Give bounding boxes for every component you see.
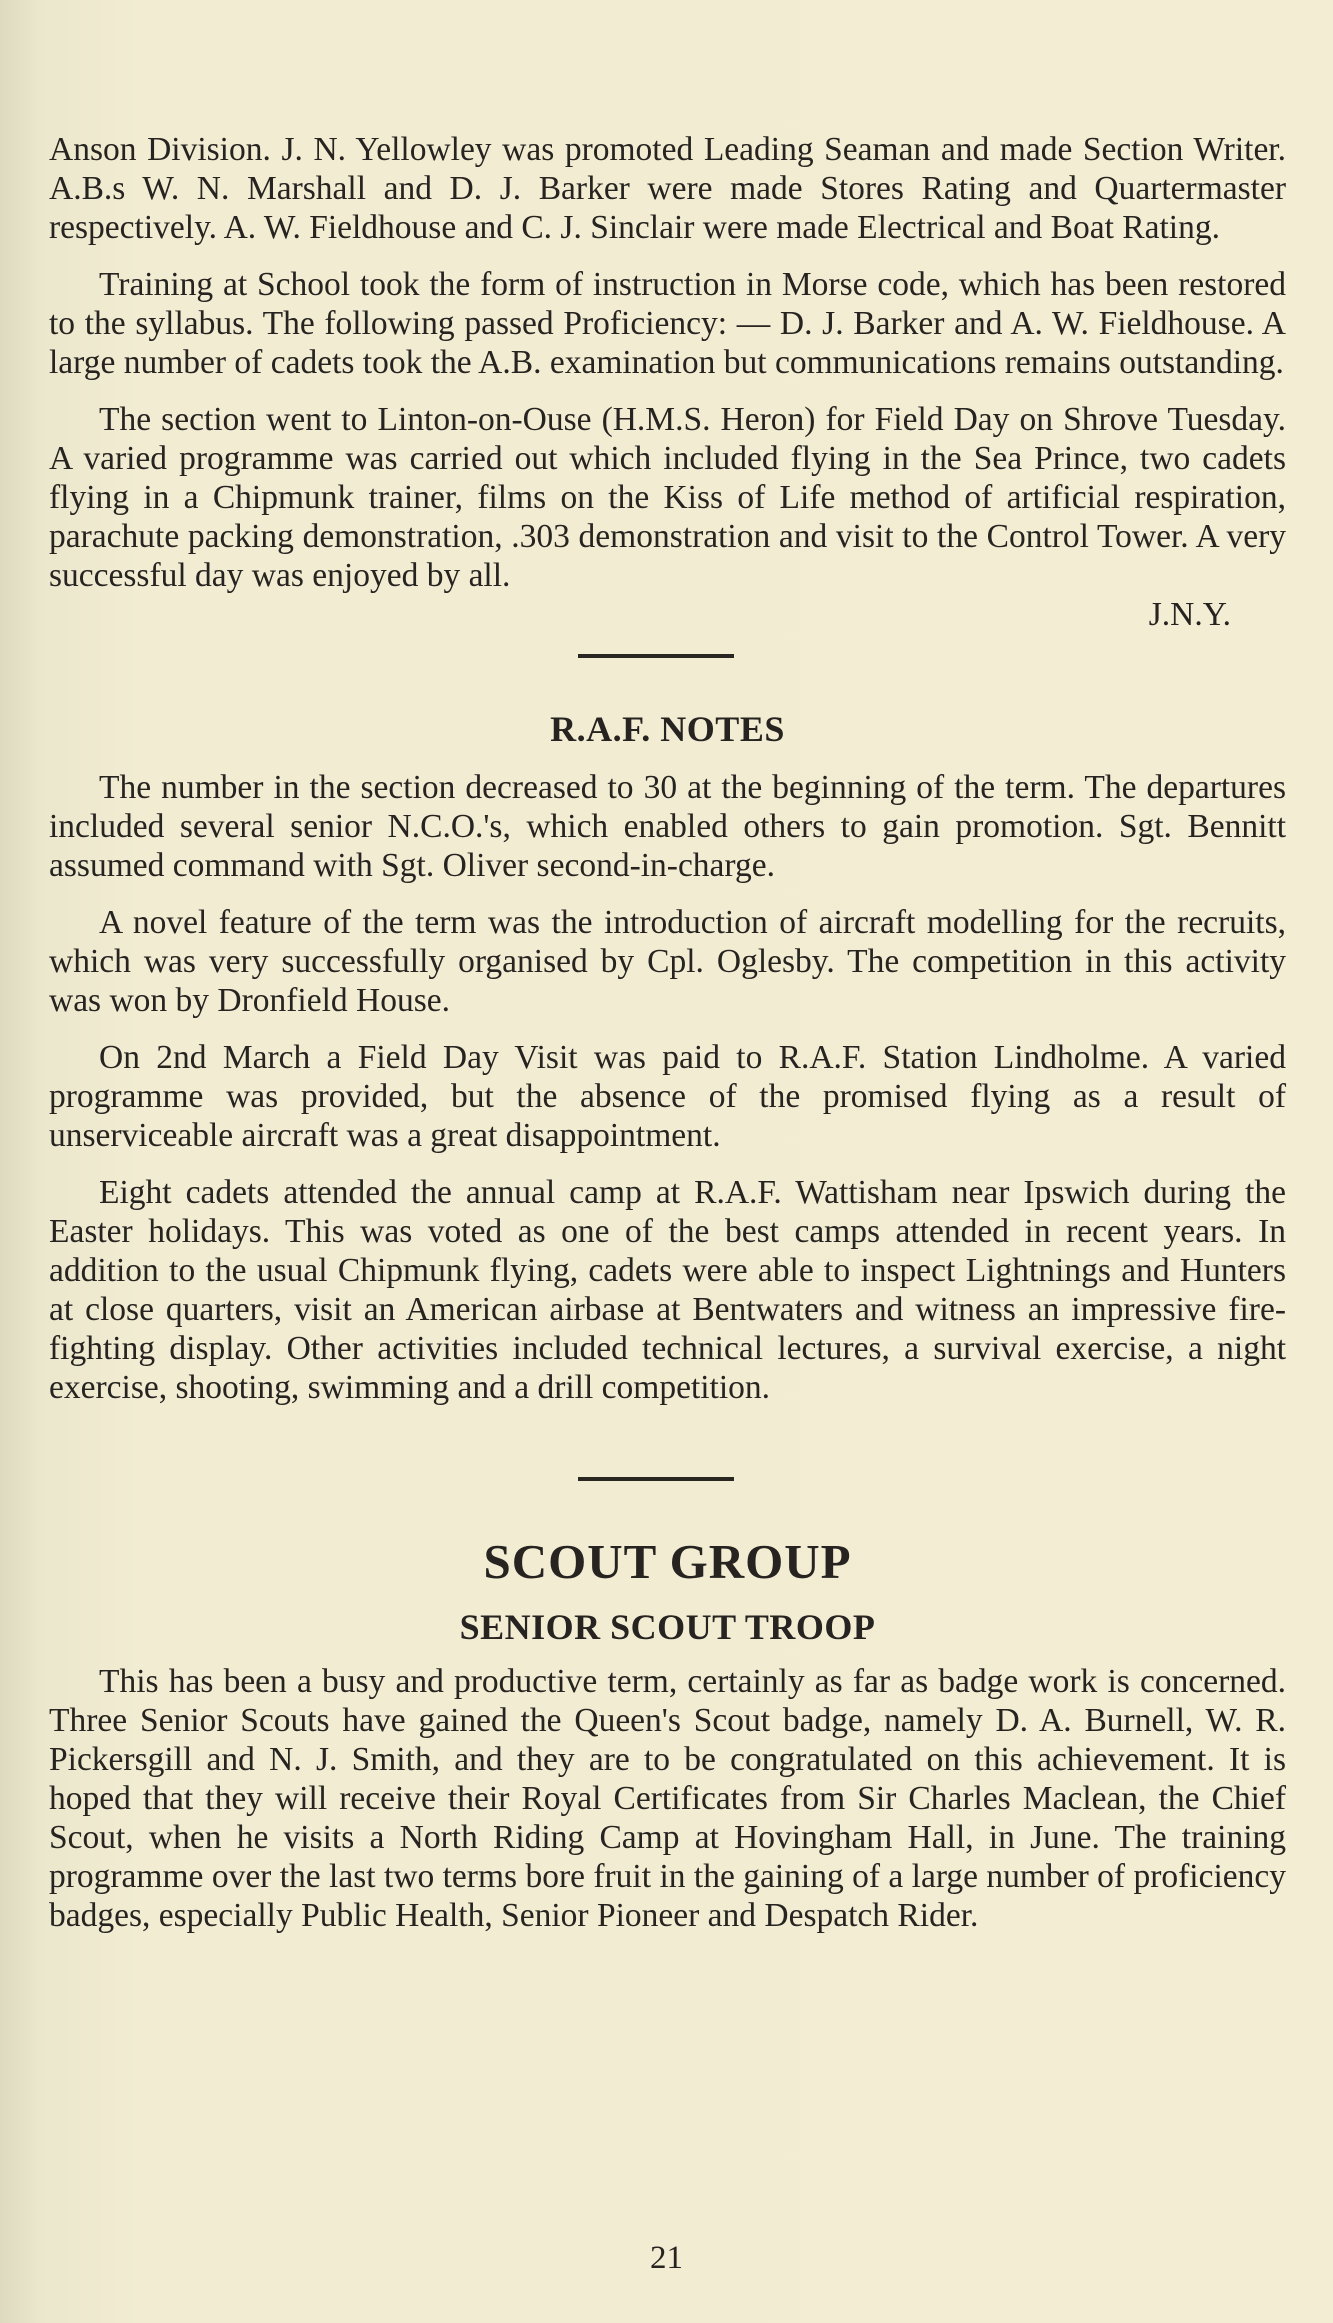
scout-paragraph: This has been a busy and productive term, certainly as far as badge work is concerned. Three Senior Scouts have gained the Queen's Scout badge, namely D. A. Burnell, W. R. Pickersgill and N. J. Smith, and they are to be congratulated on this achievement. It is hoped that they will receive their Royal Certificates from Sir Charles Maclean, the Chief Scout, when he visits a North Riding Camp at Hovingham Hall, in June. The training programme over the last two terms bore fruit in the gaining of a large number of proficiency badges, especially Public Health, Senior Pioneer and Despatch Rider. [49, 1663, 1286, 1934]
section-divider [578, 654, 734, 658]
raf-paragraph: A novel feature of the term was the introduction of aircraft modelling for the recruits, which was very successfully organised by Cpl. Oglesby. The competition in this activity was won by Dronfield House. [49, 904, 1286, 1019]
page-content [49, 130, 1286, 1935]
navy-paragraph: The section went to Linton-on-Ouse (H.M.S. Heron) for Field Day on Shrove Tuesday. A varied programme was carried out which included flying in the Sea Prince, two cadets flying in a Chipmunk trainer, films on the Kiss of Life method of artificial respiration, parachute packing demonstration, .303 demonstration and visit to the Control Tower. A very successful day was enjoyed by all. [49, 401, 1286, 594]
page-number: 21 [650, 2240, 683, 2276]
raf-paragraph: On 2nd March a Field Day Visit was paid to R.A.F. Station Lindholme. A varied programme was provided, but the absence of the promised flying as a result of unserviceable aircraft was a great disappointment. [49, 1039, 1286, 1154]
navy-signature: J.N.Y. [1148, 596, 1231, 633]
senior-scout-troop-heading: SENIOR SCOUT TROOP [459, 1607, 876, 1647]
raf-paragraph: The number in the section decreased to 30 at the beginning of the term. The departures included several senior N.C.O.'s, which enabled others to gain promotion. Sgt. Bennitt assumed command with Sgt. Oliver second-in-charge. [49, 769, 1286, 884]
section-divider [578, 1477, 734, 1481]
scout-group-heading: SCOUT GROUP [483, 1534, 852, 1589]
raf-paragraph: Eight cadets attended the annual camp at R.A.F. Wattisham near Ipswich during the Easter holidays. This was voted as one of the best camps attended in recent years. In addition to the usual Chipmunk flying, cadets were able to inspect Lightnings and Hunters at close quarters, visit an American airbase at Bentwaters and witness an impressive fire-fighting display. Other activities included technical lectures, a survival exercise, a night exercise, shooting, swimming and a drill competition. [49, 1174, 1286, 1406]
navy-paragraph: Anson Division. J. N. Yellowley was promoted Leading Seaman and made Section Writer. A.B.s W. N. Marshall and D. J. Barker were made Stores Rating and Quartermaster respectively. A. W. Fieldhouse and C. J. Sinclair were made Electrical and Boat Rating. [49, 131, 1286, 246]
navy-paragraph: Training at School took the form of instruction in Morse code, which has been restored to the syllabus. The following passed Proficiency: — D. J. Barker and A. W. Fieldhouse. A large number of cadets took the A.B. examination but communications remains outstanding. [49, 266, 1286, 381]
raf-heading: R.A.F. NOTES [550, 709, 785, 749]
